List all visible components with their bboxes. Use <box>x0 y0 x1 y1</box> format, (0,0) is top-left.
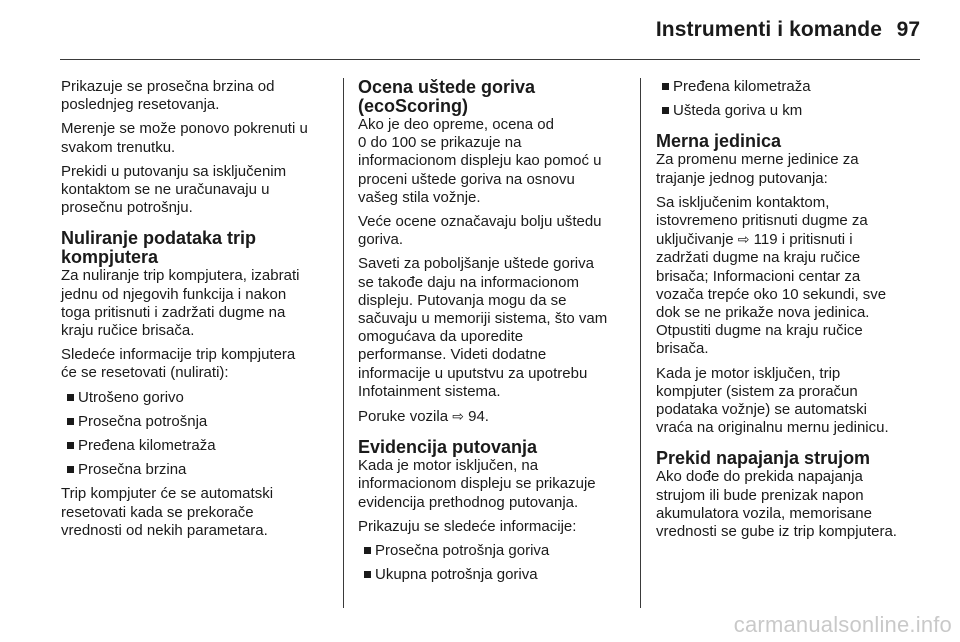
paragraph: Kada je motor isključen, na informacionom displeju se prikazuje evidencija prethodnog putovanja. <box>358 457 596 511</box>
watermark-logo: carmanualsonline.info <box>733 612 952 637</box>
paragraph: Za promenu merne jedinice za trajanje jednog putovanja: <box>656 151 859 187</box>
reference-text: Poruke vozila <box>358 408 449 426</box>
page-header <box>0 0 960 60</box>
column-3 <box>656 78 926 547</box>
list-item-label: Prosečna brzina <box>78 461 187 479</box>
header-divider <box>60 59 920 60</box>
paragraph-text: Sa isključenim kontaktom, istovremeno pritisnuti dugme za uključivanje <box>656 193 868 249</box>
paragraph: Veće ocene označavaju bolju uštedu goriva. <box>358 213 602 249</box>
paragraph-vehicle-messages <box>358 407 628 426</box>
paragraph: Prikazuju se sledeće informacije: <box>358 517 577 535</box>
paragraph: Trip kompjuter će se automatski resetovati kada se prekorače vrednosti od nekih parametara. <box>61 485 274 539</box>
column-divider-1 <box>343 78 344 608</box>
square-bullet-icon <box>67 466 74 473</box>
list-item <box>656 102 926 120</box>
list-item <box>61 461 331 479</box>
list-item-label: Ušteda goriva u km <box>673 102 803 120</box>
list-item-label: Pređena kilometraža <box>78 437 216 455</box>
header-title: Instrumenti i komande <box>655 18 882 41</box>
list-item-label: Utrošeno gorivo <box>78 388 184 406</box>
list-item-label: Prosečna potrošnja <box>78 412 208 430</box>
square-bullet-icon <box>67 442 74 449</box>
section-heading-trip-log: Evidencija putovanja <box>358 437 538 458</box>
list-item <box>61 389 331 407</box>
list-item-label: Pređena kilometraža <box>673 78 811 95</box>
paragraph: Merenje se može ponovo pokrenuti u svakom trenutku. <box>61 120 308 156</box>
list-item <box>61 413 331 431</box>
section-heading-unit: Merna jedinica <box>656 131 782 152</box>
paragraph: Sledeće informacije trip kompjutera će se resetovati (nulirati): <box>61 346 296 382</box>
paragraph: Ako je deo opreme, ocena od 0 do 100 se prikazuje na informacionom displeju kao pomoć u proceni uštede goriva na osnovu vašeg stila vožnje. <box>358 116 602 206</box>
section-heading-power-loss: Prekid napajanja strujom <box>656 448 871 469</box>
list-item-label: Prosečna potrošnja goriva <box>375 542 550 560</box>
column-1 <box>61 78 331 546</box>
square-bullet-icon <box>67 418 74 425</box>
page-number: 97 <box>896 18 920 41</box>
page-reference-link[interactable]: 94. <box>468 408 489 426</box>
list-item <box>358 542 628 560</box>
paragraph-unit-change <box>656 194 926 359</box>
page-reference-arrow-icon: ⇨ <box>452 408 464 425</box>
square-bullet-icon <box>662 83 669 90</box>
list-item <box>656 78 926 96</box>
square-bullet-icon <box>364 547 371 554</box>
square-bullet-icon <box>67 394 74 401</box>
page-reference-link[interactable]: 119 <box>753 231 778 249</box>
square-bullet-icon <box>364 571 371 578</box>
column-divider-2 <box>640 78 641 608</box>
section-heading-ecoscoring: Ocena uštede goriva (ecoScoring) <box>358 77 536 116</box>
paragraph: Prikazuje se prosečna brzina od poslednjeg resetovanja. <box>61 78 275 114</box>
paragraph: Prekidi u putovanju sa isključenim kontaktom se ne uračunavaju u prosečnu potrošnju. <box>61 162 287 217</box>
paragraph: Kada je motor isključen, trip kompjuter (sistem za proračun podataka vožnje) se automatski vraća na originalnu mernu jedinicu. <box>656 364 889 437</box>
column-2 <box>358 78 628 590</box>
list-item-label: Ukupna potrošnja goriva <box>375 566 538 584</box>
section-heading-reset-trip: Nuliranje podataka trip kompjutera <box>61 228 257 268</box>
paragraph: Za nuliranje trip kompjutera, izabrati jednu od njegovih funkcija i nakon toga pritisnuti i zadržati dugme na kraju ručice brisača. <box>61 267 300 340</box>
paragraph-text: i pritisnuti i zadržati dugme na kraju ručice brisača; Informacioni centar za vozača trepće oko 10 sekundi, sve dok se ne prikaže nova jedinica. Otpustiti dugme na kraju ručice brisača. <box>656 231 887 358</box>
list-item <box>61 437 331 455</box>
paragraph: Saveti za poboljšanje uštede goriva se takođe daju na informacionom displeju. Putovanja mogu da se sačuvaju u memoriji sistema, što vam omogućava da uporedite performanse. Videti dodatne informacije u uputstvu za upotrebu Infotainment sistema. <box>358 255 608 400</box>
page-reference-arrow-icon: ⇨ <box>737 231 750 248</box>
square-bullet-icon <box>662 107 669 114</box>
paragraph: Ako dođe do prekida napajanja strujom ili bude prenizak napon akumulatora vozila, memorisane vrednosti se gube iz trip kompjutera. <box>656 468 897 541</box>
list-item <box>358 566 628 584</box>
